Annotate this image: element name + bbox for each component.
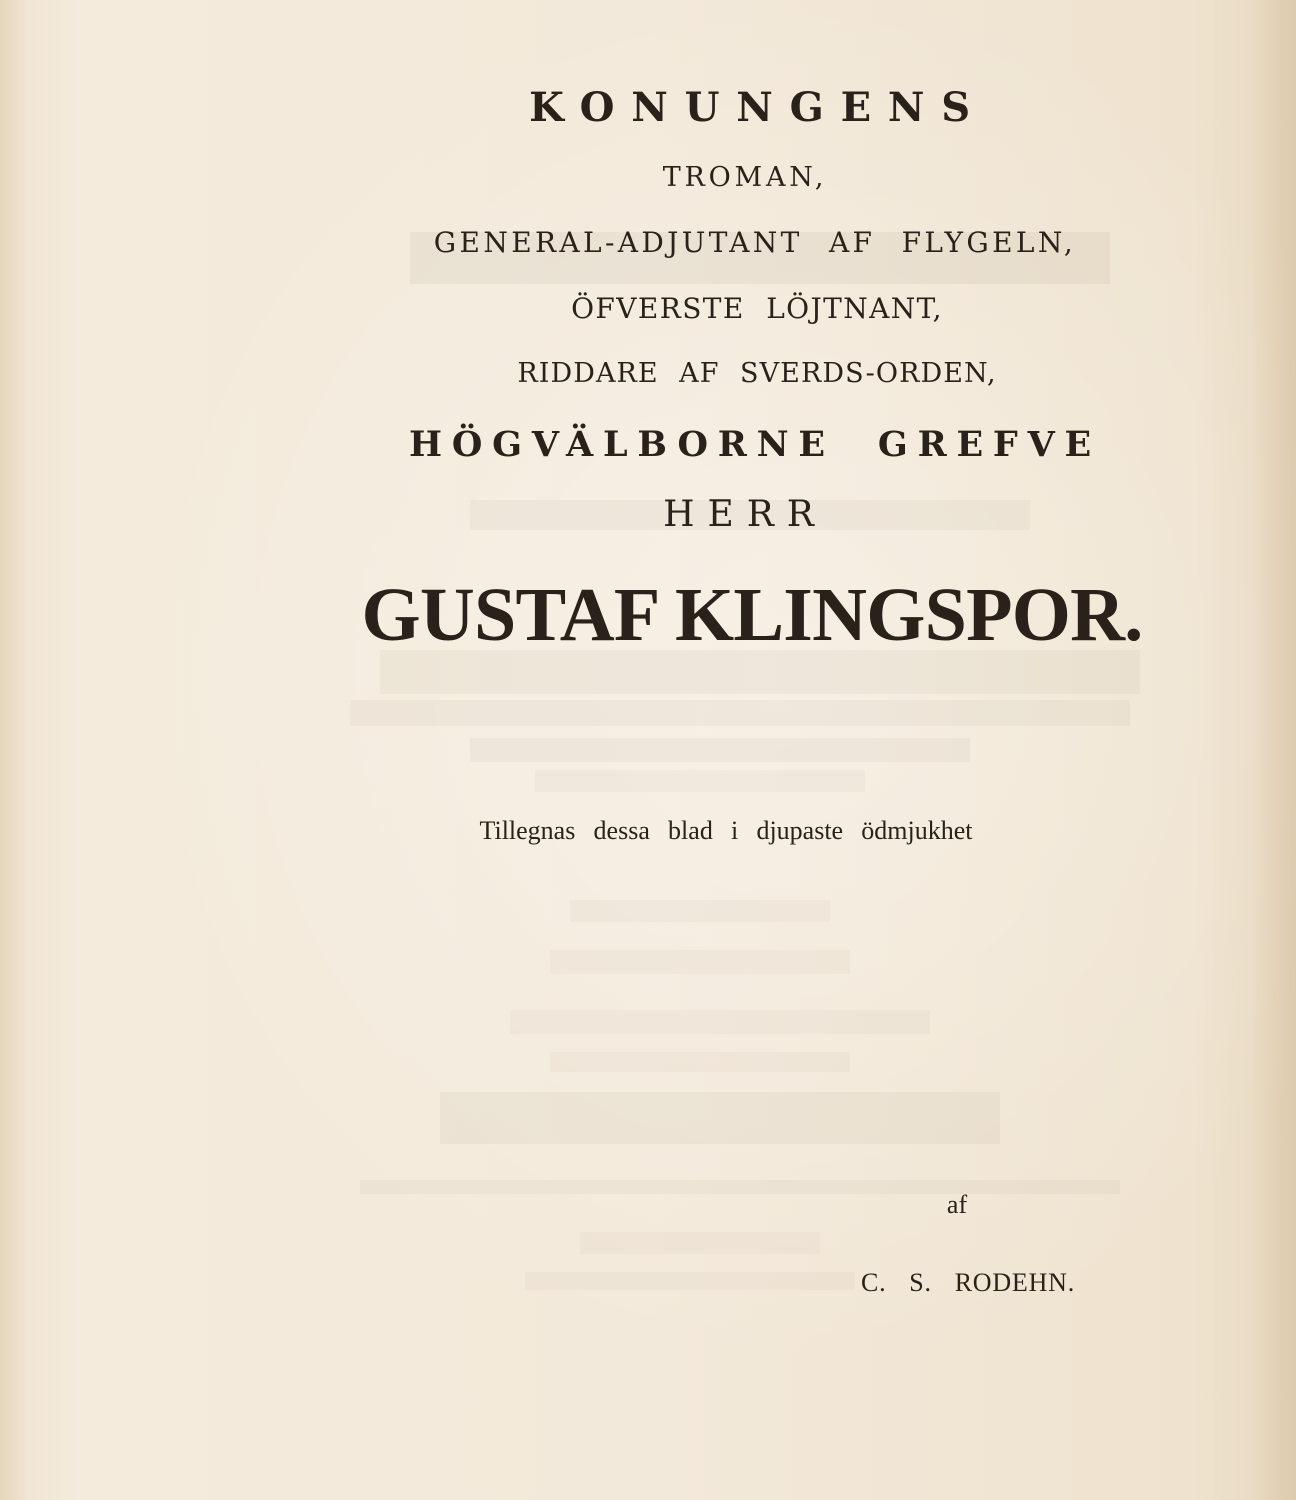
line-herr: HERR [663, 494, 827, 535]
dedication-line: Tillegnas dessa blad i djupaste ödmjukhet [479, 816, 973, 845]
name-gustaf-klingspor: GUSTAF KLINGSPOR. [361, 573, 1143, 657]
line-general-adjutant: GENERAL-ADJUTANT AF FLYGELN, [433, 226, 1077, 259]
author-name: C. S. RODEHN. [861, 1268, 1075, 1297]
line-riddare: RIDDARE AF SVERDS-ORDEN, [517, 358, 997, 389]
line-hogvalborne-grefve: HÖGVÄLBORNE GREFVE [408, 424, 1102, 465]
line-ofverste-lojtnant: ÖFVERSTE LÖJTNANT, [571, 292, 943, 325]
heading-konungens: KONUNGENS [529, 84, 987, 131]
line-troman: TROMAN, [662, 162, 828, 193]
byline-af: af [946, 1190, 968, 1219]
